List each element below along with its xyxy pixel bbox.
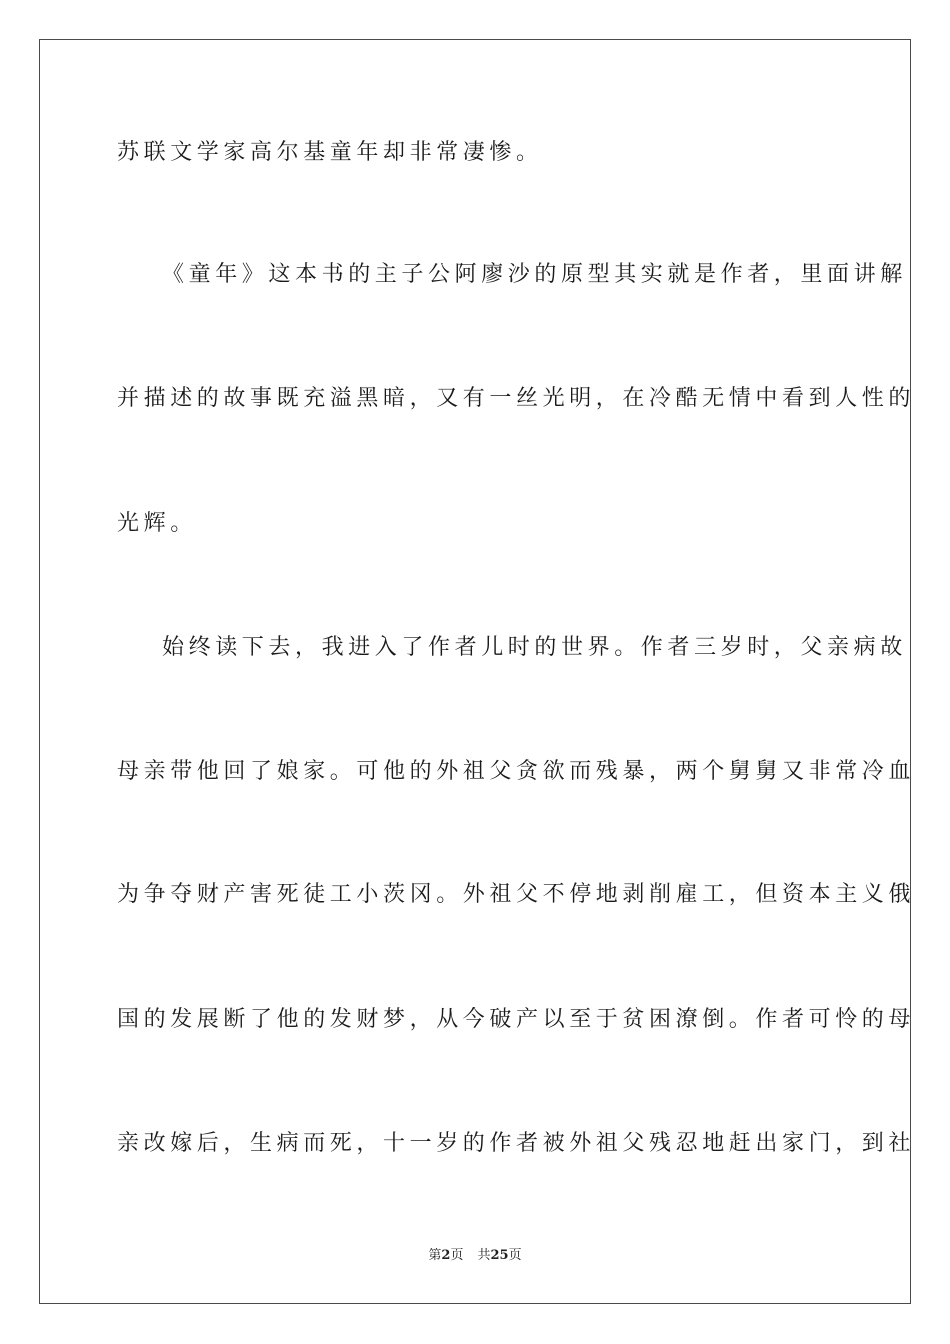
total-suffix: 页 xyxy=(508,1248,522,1263)
text-line-8: 国的发展断了他的发财梦，从今破产以至于贫困潦倒。作者可怜的母 xyxy=(117,1007,916,1032)
page-suffix: 页 xyxy=(450,1248,464,1263)
page-footer xyxy=(0,1246,950,1266)
total-pages: 25 xyxy=(490,1248,509,1263)
page-border xyxy=(39,39,911,1304)
page-prefix: 第 xyxy=(428,1248,442,1263)
text-line-1: 苏联文学家高尔基童年却非常凄惨。 xyxy=(117,140,543,165)
text-line-2: 《童年》这本书的主子公阿廖沙的原型其实就是作者，里面讲解 xyxy=(162,262,907,287)
text-line-4: 光辉。 xyxy=(117,511,197,536)
total-prefix: 共 xyxy=(477,1248,491,1263)
text-line-6: 母亲带他回了娘家。可他的外祖父贪欲而残暴，两个舅舅又非常冷血 xyxy=(117,759,916,784)
text-line-5: 始终读下去，我进入了作者儿时的世界。作者三岁时，父亲病故 xyxy=(162,635,907,660)
text-line-7: 为争夺财产害死徒工小茨冈。外祖父不停地剥削雇工，但资本主义俄 xyxy=(117,882,916,907)
text-line-9: 亲改嫁后，生病而死，十一岁的作者被外祖父残忍地赶出家门，到社 xyxy=(117,1131,916,1156)
page-number: 2 xyxy=(441,1248,451,1263)
text-line-3: 并描述的故事既充溢黑暗，又有一丝光明，在冷酷无情中看到人性的 xyxy=(117,386,916,411)
